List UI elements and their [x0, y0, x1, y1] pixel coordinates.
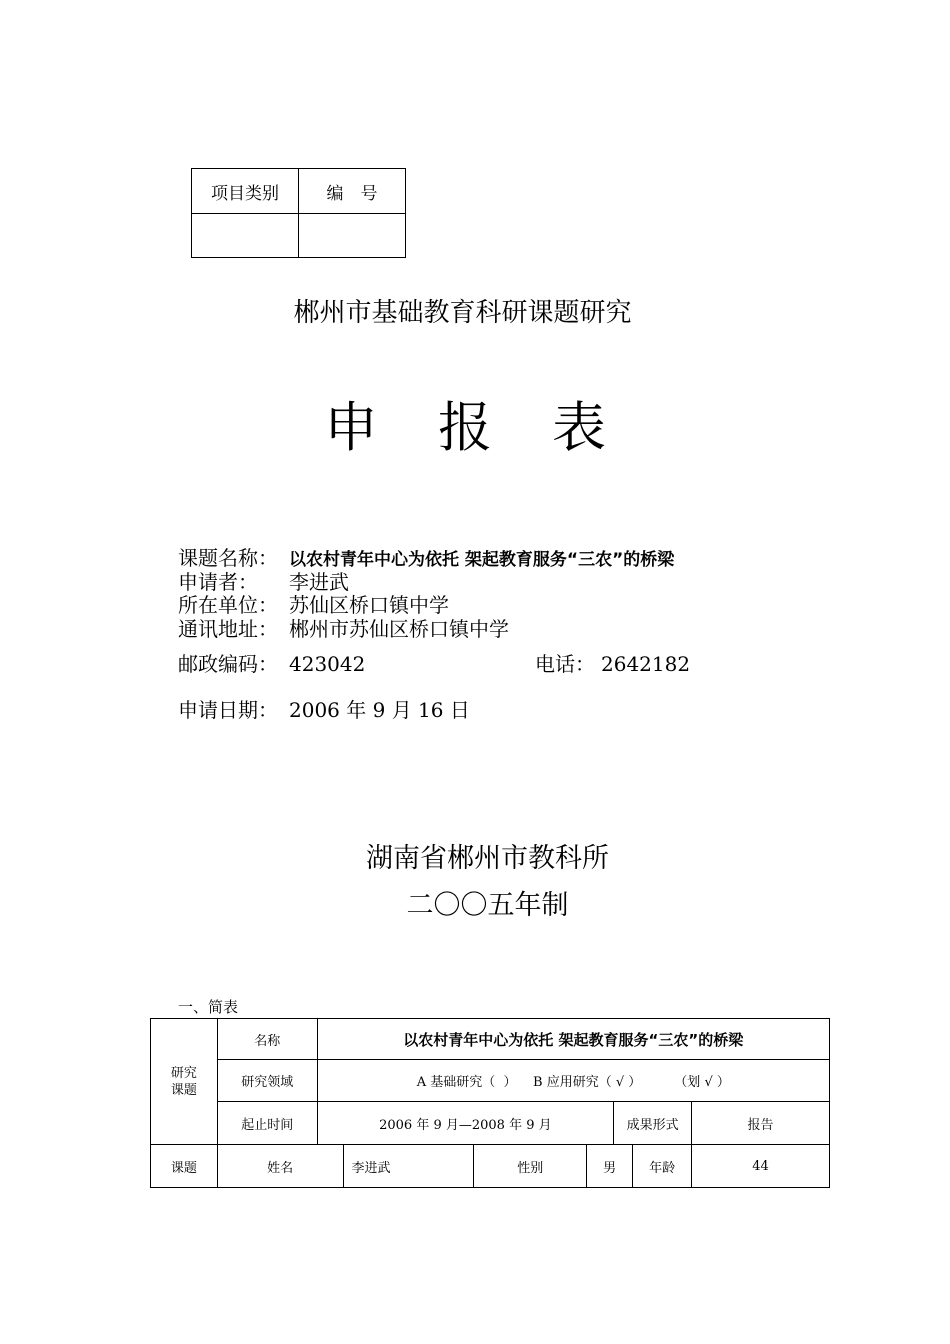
row-topic-label: 课题 — [151, 1145, 218, 1188]
field-postcode-value: 423042 — [289, 652, 366, 676]
field-unit-label: 所在单位： — [178, 593, 278, 617]
field-unit — [178, 593, 449, 617]
field-applicant-label: 申请者： — [178, 570, 258, 594]
field-unit-value: 苏仙区桥口镇中学 — [289, 593, 449, 617]
category-value — [192, 214, 299, 258]
field-postcode — [178, 652, 366, 676]
field-address — [178, 617, 509, 641]
field-postcode-label: 邮政编码： — [178, 652, 278, 676]
field-applicant — [178, 570, 349, 594]
research-topic-label: 研究 课题 — [151, 1019, 218, 1145]
field-phone-value: 2642182 — [601, 652, 691, 676]
period-value: 2006 年 9 月—2008 年 9 月 — [317, 1102, 614, 1145]
field-address-value: 郴州市苏仙区桥口镇中学 — [289, 617, 509, 641]
organization: 湖南省郴州市教科所 — [366, 843, 609, 874]
field-phone-label: 电话： — [535, 652, 595, 676]
number-value — [299, 214, 406, 258]
field-topic — [178, 546, 675, 570]
category-table — [191, 168, 406, 258]
person-name-label: 姓名 — [217, 1145, 343, 1188]
name-label: 名称 — [217, 1019, 317, 1060]
topic-name-value: 以农村青年中心为依托 架起教育服务“三农”的桥梁 — [317, 1019, 829, 1060]
field-topic-label: 课题名称： — [178, 546, 278, 570]
field-area-label: 研究领域 — [217, 1060, 317, 1102]
section-label: 一、简表 — [178, 998, 239, 1016]
gender-value: 男 — [587, 1145, 633, 1188]
document-title: 申报表 — [324, 396, 666, 459]
brief-table — [150, 1018, 830, 1188]
field-date-value: 2006 年 9 月 16 日 — [289, 698, 470, 722]
period-label: 起止时间 — [217, 1102, 317, 1145]
field-phone — [535, 652, 691, 676]
person-name-value: 李进武 — [343, 1145, 474, 1188]
number-header: 编 号 — [299, 169, 406, 214]
category-header: 项目类别 — [192, 169, 299, 214]
made-year: 二〇〇五年制 — [406, 890, 569, 921]
field-applicant-value: 李进武 — [289, 570, 349, 594]
age-label: 年龄 — [633, 1145, 692, 1188]
field-area-value: A 基础研究（ ） B 应用研究（ √ ） （划 √ ） — [317, 1060, 829, 1102]
document-subtitle: 郴州市基础教育科研课题研究 — [293, 298, 632, 328]
gender-label: 性别 — [474, 1145, 587, 1188]
field-date — [178, 698, 470, 722]
age-value: 44 — [692, 1145, 830, 1188]
field-date-label: 申请日期： — [178, 698, 278, 722]
result-form-label: 成果形式 — [614, 1102, 692, 1145]
result-form-value: 报告 — [692, 1102, 830, 1145]
field-topic-value: 以农村青年中心为依托 架起教育服务“三农”的桥梁 — [289, 550, 675, 570]
field-address-label: 通讯地址： — [178, 617, 278, 641]
